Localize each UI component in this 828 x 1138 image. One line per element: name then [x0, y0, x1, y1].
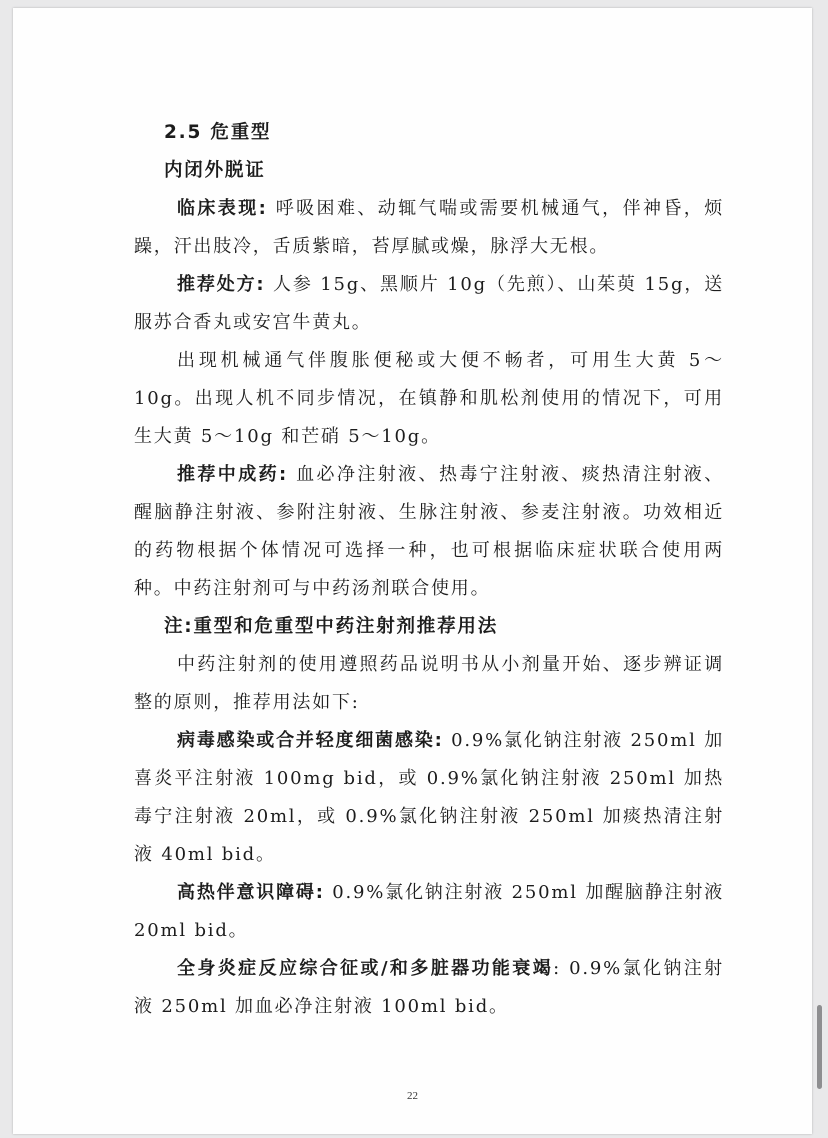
- fever-text: 0.9%氯化钠注射液 250ml 加醒脑静注射液 20ml bid。: [134, 882, 724, 941]
- section-title: 2.5 危重型: [164, 122, 272, 143]
- document-page: [13, 8, 812, 1134]
- clinical-paragraph: [134, 190, 724, 266]
- patent-medicine-text: 血必净注射液、热毒宁注射液、痰热清注射液、醒脑静注射液、参附注射液、生脉注射液、参麦注射液。功效相近的药物根据个体情况可选择一种，也可根据临床症状联合使用两种。中药注射剂可与中药汤剂联合使用。: [134, 464, 724, 599]
- vertical-scrollbar[interactable]: [817, 1005, 822, 1089]
- prescription-text: 人参 15g、黑顺片 10g（先煎）、山茱萸 15g，送服苏合香丸或安宫牛黄丸。: [134, 274, 724, 333]
- page-number: 22: [407, 1090, 418, 1102]
- page-content: [134, 114, 724, 1026]
- sirs-text: : 0.9%氯化钠注射液 250ml 加血必净注射液 100ml bid。: [134, 958, 724, 1017]
- note-title: 注:重型和危重型中药注射剂推荐用法: [164, 616, 498, 637]
- infection-paragraph: [134, 722, 724, 874]
- syndrome-heading: 内闭外脱证: [164, 160, 266, 181]
- clinical-text: 呼吸困难、动辄气喘或需要机械通气，伴神昏，烦躁，汗出肢冷，舌质紫暗，苔厚腻或燥，脉浮大无根。: [134, 198, 724, 257]
- infection-text: 0.9%氯化钠注射液 250ml 加喜炎平注射液 100mg bid，或 0.9%氯化钠注射液 250ml 加热毒宁注射液 20ml，或 0.9%氯化钠注射液 250ml 加痰热清注射液 40ml bid。: [134, 730, 724, 865]
- sirs-paragraph: [134, 950, 724, 1026]
- note-intro-paragraph: 中药注射剂的使用遵照药品说明书从小剂量开始、逐步辨证调整的原则，推荐用法如下:: [134, 654, 724, 713]
- sirs-label: 全身炎症反应综合征或/和多脏器功能衰竭: [177, 958, 554, 979]
- prescription-label: 推荐处方:: [177, 274, 266, 295]
- patent-medicine-paragraph: [134, 456, 724, 608]
- infection-label: 病毒感染或合并轻度细菌感染:: [177, 730, 444, 751]
- fever-label: 高热伴意识障碍:: [177, 882, 325, 903]
- ventilation-paragraph: 出现机械通气伴腹胀便秘或大便不畅者，可用生大黄 5～10g。出现人机不同步情况，在镇静和肌松剂使用的情况下，可用生大黄 5～10g 和芒硝 5～10g。: [134, 350, 724, 447]
- fever-paragraph: [134, 874, 724, 950]
- patent-medicine-label: 推荐中成药:: [177, 464, 289, 485]
- clinical-label: 临床表现:: [177, 198, 268, 219]
- prescription-paragraph: [134, 266, 724, 342]
